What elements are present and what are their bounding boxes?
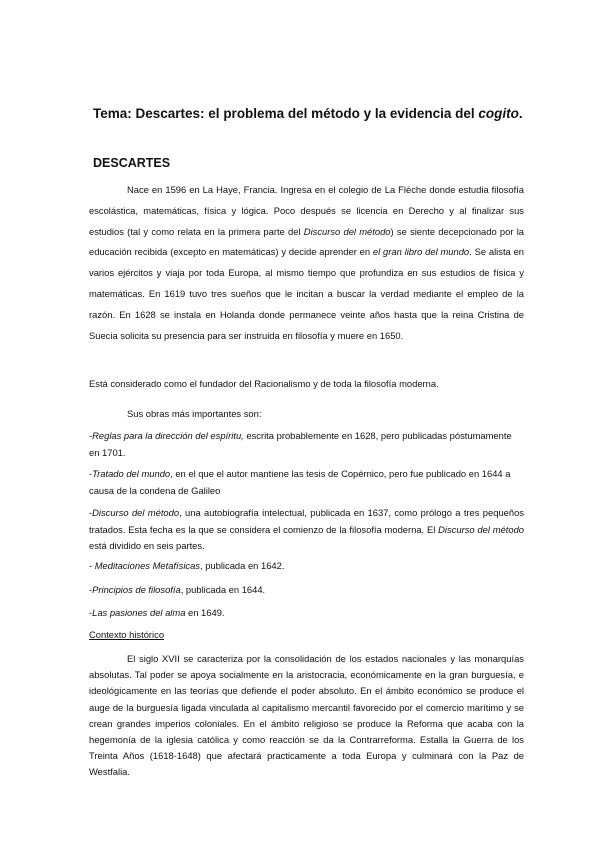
title-period: . — [518, 106, 523, 121]
work-title: Principios de filosofía — [92, 584, 181, 595]
work-title: Las pasiones del alma — [92, 607, 186, 618]
context-paragraph: El siglo XVII se caracteriza por la consolidación de los estados nacionales y las monarquías absolutas. Tal poder se apoya socialmente en la aristocracia, económicamente en la gran burguesía, e ideológicamente en las teorías que defiende el poder absoluto. En el ámbito económico se produce el auge de la burguesía ligada vinculada al capitalismo mercantil favorecido por el comercio marítimo y se crean grandes imperios coloniales. En el ámbito religioso se produce la Reforma que acaba con la hegemonía de la iglesia católica y como reacción se da la Contrarreforma. Estalla la Guerra de los Treinta Años (1618-1648) que afectará practicamente a toda Europa y culminará con la Paz de Westfalia. — [89, 653, 524, 778]
bio-italic-1: Discurso del método — [303, 225, 391, 237]
work-dash: - — [89, 507, 93, 518]
work-title: Reglas para la dirección del espíritu, — [92, 430, 244, 441]
work-description: , publicada en 1642. — [200, 560, 285, 571]
document-title — [93, 106, 523, 121]
work-description: , una autobiografía intelectual, publicada en 1637, como prólogo a tres pequeños tratados. Esta fecha es la que se considera el comienzo de la filosofía moderna. El — [89, 507, 524, 535]
work-title: Discurso del método — [92, 507, 180, 518]
title-text: Tema: Descartes: el problema del método y la evidencia del — [93, 106, 479, 121]
work-item-principios — [89, 582, 524, 599]
work-title: Tratado del mundo — [92, 468, 171, 479]
work-description: , en el que el autor mantiene las tesis de Copérnico, pero fue publicado en 1644 a causa de la condena de Galileo — [89, 468, 511, 496]
work-item-meditaciones — [89, 558, 524, 575]
context-heading: Contexto histórico — [89, 629, 165, 640]
work-item-reglas — [89, 428, 524, 461]
work-dash: - — [89, 468, 93, 479]
work-dash: - — [89, 607, 93, 618]
work-dash: - — [89, 430, 93, 441]
bio-text-3: . Se alista en varios ejércitos y viaja por toda Europa, al mismo tiempo que profundiza en sus estudios de física y matemáticas. En 1619 tuvo tres sueños que le incitan a buscar la verdad mediante el empleo de la razón. En 1628 se instala en Holanda donde permanece veinte años hasta que la reina Cristina de Suecia solicita su presencia para ser instruida en filosofía y muere en 1650. — [89, 246, 525, 341]
work-description: , publicada en 1644. — [180, 584, 266, 595]
work-title: Meditaciones Metafísicas — [94, 560, 200, 571]
biography-paragraph — [89, 180, 524, 346]
work-item-pasiones — [89, 605, 524, 622]
title-italic-cogito: cogito — [478, 106, 519, 121]
section-heading-descartes: DESCARTES — [93, 156, 171, 170]
work-dash: - — [89, 584, 93, 595]
bio-italic-2: el gran libro del mundo — [372, 246, 470, 258]
works-intro: Sus obras más importantes son: — [127, 408, 262, 419]
work-title-repeat: Discurso del método — [438, 523, 524, 535]
work-description-end: está dividido en seis partes. — [89, 540, 205, 551]
bio-text-1: Nace en 1596 en La Haye, Francia. Ingresa en el colegio de La Flèche donde estudia filosofía escolástica, matemáticas, física y lógica. Poco después se licencia en Derecho y al finalizar sus estudios (tal y como relata en la primera parte del — [89, 184, 524, 237]
work-description: en 1649. — [185, 607, 225, 618]
founder-paragraph: Está considerado como el fundador del Racionalismo y de toda la filosofía moderna. — [89, 378, 439, 389]
bio-text-2: ) se siente decepcionado por la educación recibida (excepto en matemáticas) y decide aprender en — [89, 225, 525, 258]
work-item-tratado — [89, 466, 524, 499]
work-item-discurso — [89, 505, 524, 555]
work-dash: - — [89, 560, 95, 571]
work-description: escrita probablemente en 1628, pero publicadas póstumamente en 1701. — [89, 430, 512, 458]
